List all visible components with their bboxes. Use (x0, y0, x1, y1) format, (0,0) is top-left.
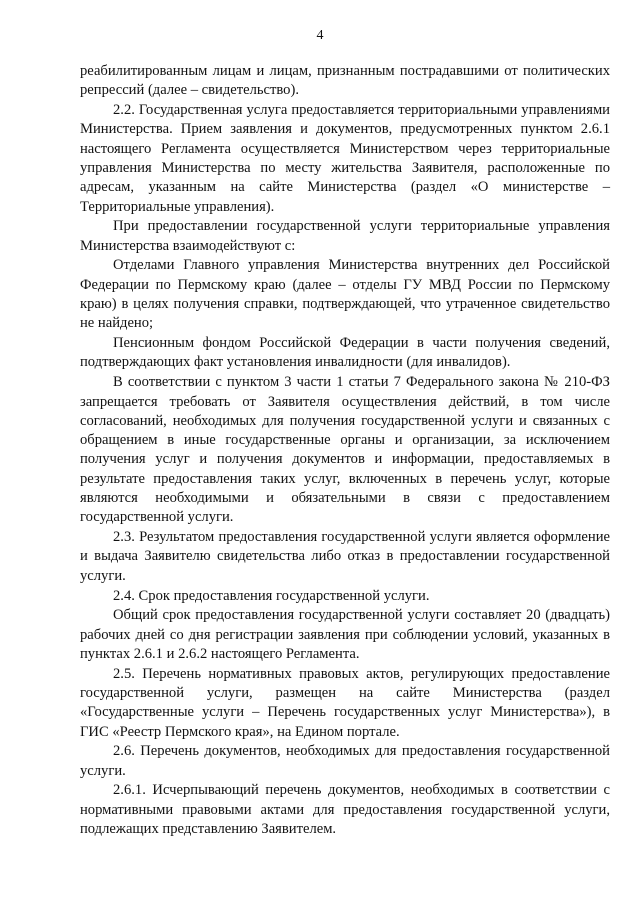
document-body (80, 62, 610, 839)
paragraph-mvd-departments: Отделами Главного управления Министерства внутренних дел Российской Федерации по Пермскому краю (далее – отделы ГУ МВД России по Пермскому краю) в целях получения справки, подтверждающей, что утраченное свидетельство не найдено; (80, 257, 610, 332)
paragraph-term: Общий срок предоставления государственной услуги составляет 20 (двадцать) рабочих дней со дня регистрации заявления при соблюдении условий, указанных в пунктах 2.6.1 и 2.6.2 настоящего Регламента. (80, 607, 610, 662)
paragraph-210-fz: В соответствии с пунктом 3 части 1 статьи 7 Федерального закона № 210-ФЗ запрещается требовать от Заявителя осуществления действий, в том числе согласований, необходимых для получения государственной услуги и связанных с обращением в иные государственные органы и организации, за исключением получения услуг и получения документов и информации, предоставляемых в результате предоставления таких услуг, включенных в перечень услуг, которые являются необходимыми и обязательными в связи с предоставлением государственной услуги. (80, 374, 610, 526)
paragraph-pension-fund: Пенсионным фондом Российской Федерации в части получения сведений, подтверждающих факт установления инвалидности (для инвалидов). (80, 335, 610, 371)
paragraph-interaction-intro: При предоставлении государственной услуги территориальные управления Министерства взаимодействуют с: (80, 218, 610, 254)
paragraph-2-4: 2.4. Срок предоставления государственной услуги. (113, 587, 430, 604)
paragraph-2-5: 2.5. Перечень нормативных правовых актов, регулирующих предоставление государственной услуги, размещен на сайте Министерства (раздел «Государственные услуги – Перечень государственных услуг Министерства»), в ГИС «Реестр Пермского края», на Едином портале. (80, 665, 610, 740)
page-number: 4 (316, 28, 324, 43)
paragraph-2-3: 2.3. Результатом предоставления государственной услуги является оформление и выдача Заявителю свидетельства либо отказ в предоставлении государственной услуги. (80, 529, 610, 584)
paragraph-2-6-1: 2.6.1. Исчерпывающий перечень документов, необходимых в соответствии с нормативными правовыми актами для предоставления государственной услуги, подлежащих представлению Заявителем. (80, 782, 610, 838)
paragraph-2-6: 2.6. Перечень документов, необходимых для предоставления государственной услуги. (80, 743, 610, 779)
paragraph-2-2: 2.2. Государственная услуга предоставляется территориальными управлениями Министерства. Прием заявления и документов, предусмотренных пунктом 2.6.1 настоящего Регламента осуществляется Министерством через территориальные управления Министерства по месту жительства Заявителя, расположенные по адресам, указанным на сайте Министерства (раздел «О министерстве – Территориальные управления). (80, 102, 610, 215)
paragraph-continuation: реабилитированным лицам и лицам, признанным пострадавшими от политических репрессий (далее – свидетельство). (80, 63, 610, 99)
